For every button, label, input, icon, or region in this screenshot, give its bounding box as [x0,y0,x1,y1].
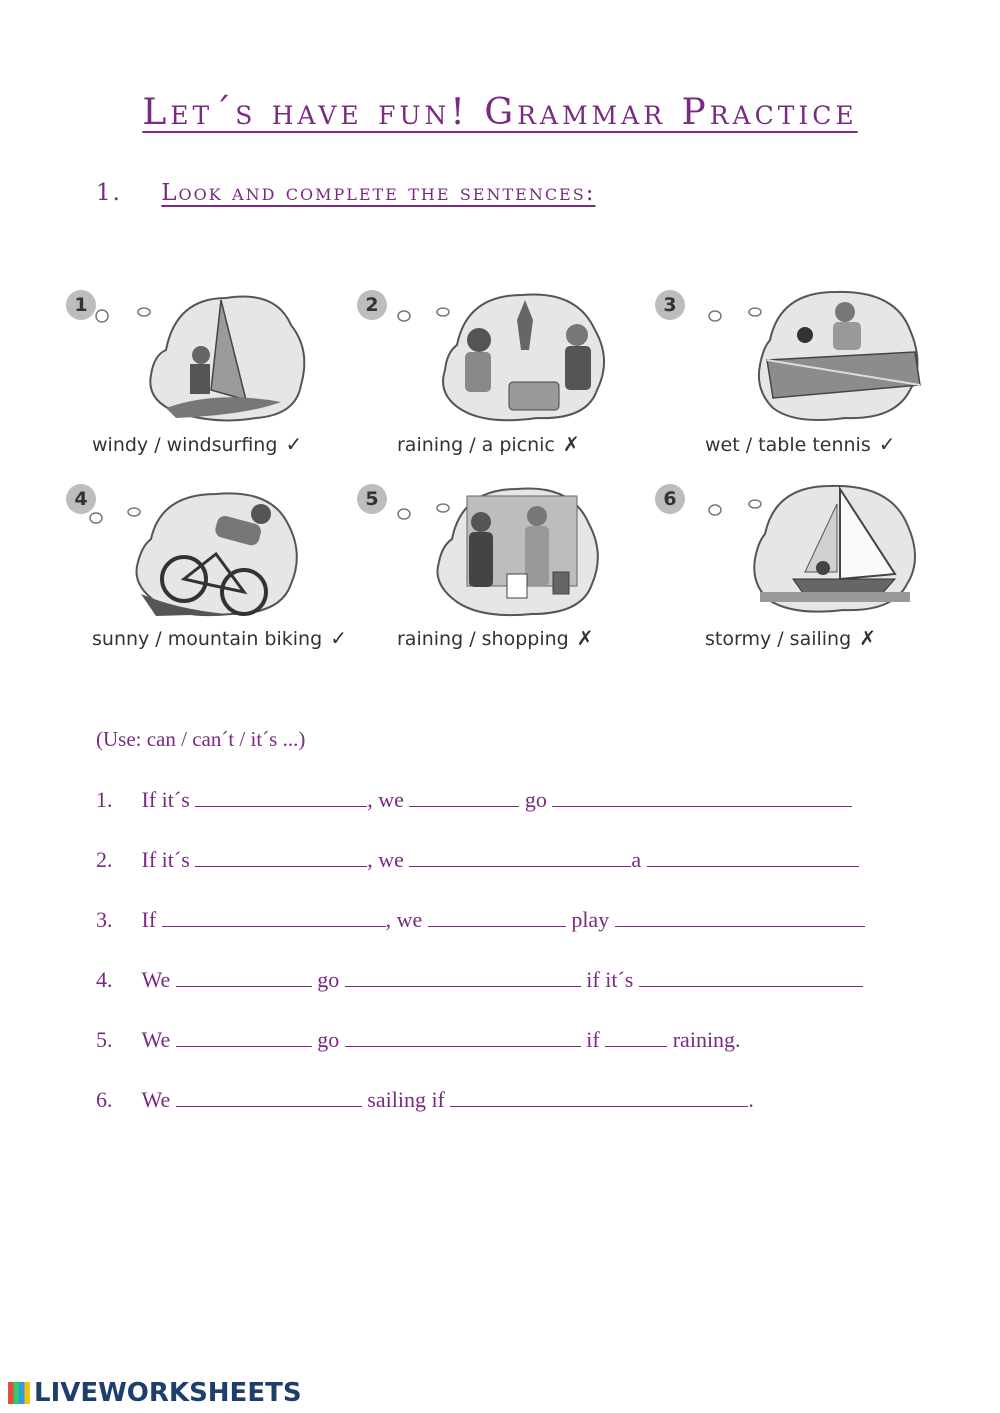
sentence-text: raining. [672,1027,741,1052]
sentence-text: , we [367,847,404,872]
answer-blank[interactable] [176,1084,362,1107]
windsurfer-icon [66,290,336,430]
check-icon: ✓ [285,432,303,456]
exercise-instruction: Look and complete the sentences: [161,180,596,206]
answer-blank[interactable] [409,844,631,867]
table-tennis-icon [655,290,925,430]
sentence-text: a [631,847,642,872]
sentence-number: 5. [96,1027,113,1052]
sentence-1 [96,784,852,813]
answer-blank[interactable] [176,964,312,987]
picture-2 [357,290,627,470]
sentence-text: go [524,787,547,812]
sentence-text: go [317,1027,340,1052]
caption-text: windy / windsurfing [92,434,278,456]
sentence-number: 6. [96,1087,113,1112]
cross-icon: ✗ [576,626,594,650]
cross-icon: ✗ [562,432,580,456]
answer-blank[interactable] [552,784,852,807]
picture-caption [92,626,347,650]
picture-number: 5 [357,484,387,514]
sentence-text: , we [385,907,423,932]
sentence-text: if it´s [586,967,634,992]
sentence-number: 3. [96,907,113,932]
sentence-text: We [141,1087,171,1112]
sentence-text: go [317,967,340,992]
sentence-number: 1. [96,787,113,812]
answer-blank[interactable] [195,784,367,807]
answer-blank[interactable] [647,844,859,867]
liveworksheets-icon [8,1382,30,1404]
sentence-text: If [141,907,157,932]
sentence-text: , we [367,787,404,812]
sentence-text: If it´s [141,847,190,872]
answer-blank[interactable] [195,844,367,867]
sentence-3 [96,904,865,933]
picture-number: 4 [66,484,96,514]
answer-blank[interactable] [428,904,566,927]
usage-hint: (Use: can / can´t / it´s ...) [96,727,306,751]
picture-caption [705,432,896,456]
answer-blank[interactable] [162,904,386,927]
liveworksheets-logo[interactable] [8,1378,302,1408]
picture-caption [397,432,580,456]
mountain-bike-icon [66,484,336,624]
sentence-2 [96,844,859,873]
sentence-text: if [586,1027,600,1052]
answer-blank[interactable] [615,904,865,927]
picture-number: 6 [655,484,685,514]
picture-number: 1 [66,290,96,320]
page-title: Let´s have fun! Grammar Practice [142,92,858,133]
sentence-text: play [571,907,610,932]
caption-text: raining / a picnic [397,434,555,456]
picture-4 [66,484,347,664]
picture-caption [397,626,594,650]
answer-blank[interactable] [639,964,863,987]
answer-blank[interactable] [605,1024,667,1047]
picture-6 [655,484,925,664]
picture-number: 2 [357,290,387,320]
sailboat-icon [655,484,925,624]
shopping-icon [357,484,627,624]
footer-brand: LIVEWORKSHEETS [34,1378,302,1408]
sentence-5 [96,1024,741,1053]
picture-3 [655,290,925,470]
sentence-number: 2. [96,847,113,872]
sentence-number: 4. [96,967,113,992]
sentence-text: If it´s [141,787,190,812]
check-icon: ✓ [878,432,896,456]
caption-text: sunny / mountain biking [92,628,323,650]
sentence-text: We [141,967,171,992]
picture-number: 3 [655,290,685,320]
sentence-text: . [748,1087,754,1112]
picture-1 [66,290,336,470]
picture-caption [92,432,302,456]
exercise-heading [96,180,595,206]
caption-text: stormy / sailing [705,628,852,650]
caption-text: wet / table tennis [705,434,871,456]
sentence-6 [96,1084,754,1113]
answer-blank[interactable] [345,1024,581,1047]
picnic-icon [357,290,627,430]
sentence-text: sailing if [367,1087,445,1112]
answer-blank[interactable] [345,964,581,987]
cross-icon: ✗ [859,626,876,650]
picture-caption [705,626,876,650]
sentence-text: We [141,1027,171,1052]
picture-5 [357,484,627,664]
exercise-number: 1. [96,180,122,206]
caption-text: raining / shopping [397,628,569,650]
answer-blank[interactable] [176,1024,312,1047]
answer-blank[interactable] [450,1084,748,1107]
answer-blank[interactable] [409,784,519,807]
sentence-4 [96,964,863,993]
check-icon: ✓ [330,626,347,650]
